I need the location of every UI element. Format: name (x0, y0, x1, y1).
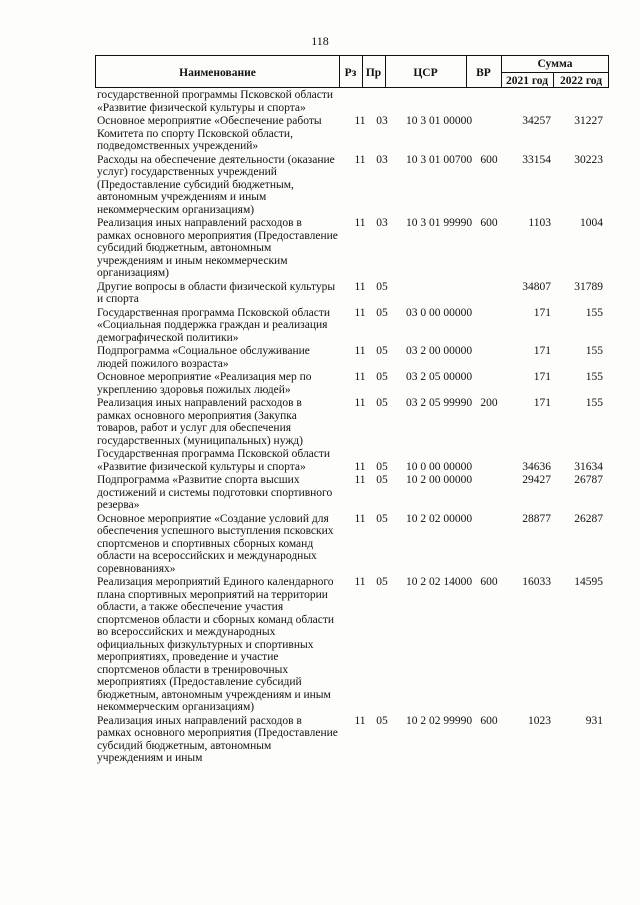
row-pr: 05 (376, 306, 388, 319)
row-pr: 05 (376, 397, 388, 409)
row-sum-2021: 171 (533, 397, 551, 409)
row-csr: 10 2 00 00000 (405, 474, 473, 486)
row-name: Подпрограмма «Социальное обслуживание людей пожилого возраста» (97, 345, 310, 370)
row-sum-2022: 155 (585, 306, 603, 319)
row-csr: 03 2 00 00000 (405, 345, 473, 357)
row-rz: 11 (354, 371, 366, 383)
row-sum-2021: 171 (533, 306, 551, 319)
row-name: Реализация иных направлений расходов в рамках основного мероприятия (Предоставление субсидий бюджетным, автономным учреждениям и иным некоммерческим организациям) (97, 217, 338, 279)
row-sum-2022: 155 (585, 371, 603, 383)
row-pr: 05 (376, 714, 388, 727)
table-row (97, 307, 609, 345)
table-row (97, 576, 609, 714)
table-body (97, 89, 609, 766)
table-row (97, 154, 609, 217)
row-name: Другие вопросы в области физической культуры и спорта (97, 280, 336, 305)
row-rz: 11 (354, 512, 366, 525)
row-pr: 05 (376, 371, 388, 383)
row-vr: 600 (480, 153, 498, 166)
header-rz: Рз (344, 67, 357, 79)
row-name: государственной программы Псковской области «Развитие физической культуры и спорта» (97, 89, 334, 114)
row-sum-2022: 155 (585, 345, 603, 357)
row-csr: 10 3 01 99990 (405, 217, 473, 229)
header-vr: ВР (476, 67, 491, 79)
row-sum-2022: 31789 (574, 280, 603, 293)
row-rz: 11 (354, 397, 366, 409)
row-sum-2021: 28877 (522, 512, 551, 525)
row-csr: 03 0 00 00000 (405, 306, 473, 319)
row-csr: 03 2 05 99990 (405, 397, 473, 409)
table-row (97, 448, 609, 473)
row-sum-2021: 1103 (528, 217, 551, 229)
row-pr: 03 (376, 153, 388, 166)
row-rz: 11 (354, 474, 366, 486)
row-name: Реализация иных направлений расходов в рамках основного мероприятия (Предоставление субсидий бюджетным, автономным учреждениям и иным (97, 714, 338, 764)
table-row (97, 281, 609, 306)
row-rz: 11 (354, 115, 366, 127)
row-name: Реализация мероприятий Единого календарного плана спортивных мероприятий на территории области, а также обеспечение участия спортсменов области и сборных команд области во всероссийских и международных официальных физкультурных и спортивных мероприятиях, проведение и участие спортсменов области в тренировочных мероприятиях (Предоставление субсидий бюджетным, автономным учреждениям и иным некоммерческим организациям) (97, 576, 335, 713)
row-vr: 600 (480, 217, 498, 229)
row-vr: 200 (480, 397, 498, 409)
row-name: Подпрограмма «Развитие спорта высших достижений и системы подготовки спортивного резерва» (97, 474, 333, 511)
row-csr: 10 0 00 00000 (405, 460, 473, 473)
table-header (95, 55, 609, 88)
table-row (97, 371, 609, 396)
row-sum-2022: 931 (585, 714, 603, 727)
row-csr: 10 2 02 99990 (405, 714, 473, 727)
row-sum-2022: 14595 (574, 576, 603, 588)
row-sum-2021: 171 (533, 345, 551, 357)
row-csr: 10 3 01 00700 (405, 153, 473, 166)
row-rz: 11 (354, 576, 366, 588)
row-sum-2021: 29427 (522, 474, 551, 486)
header-year-2022: 2022 год (559, 75, 603, 87)
row-rz: 11 (354, 306, 366, 319)
table-row (97, 474, 609, 512)
row-name: Основное мероприятие «Обеспечение работы Комитета по спорту Псковской области, подведомственных учреждений» (97, 115, 322, 152)
row-vr: 600 (480, 576, 498, 588)
row-sum-2021: 34636 (522, 460, 551, 473)
row-sum-2021: 34807 (522, 280, 551, 293)
row-pr: 03 (376, 217, 388, 229)
row-rz: 11 (354, 714, 366, 727)
row-rz: 11 (354, 345, 366, 357)
row-name: Основное мероприятие «Создание условий для обеспечения успешного выступления псковских спортсменов и спортивных сборных команд области на всероссийских и международных соревнованиях» (97, 512, 334, 575)
row-name: Реализация иных направлений расходов в рамках основного мероприятия (Закупка товаров, работ и услуг для обеспечения государственных (муниципальных) нужд) (97, 397, 303, 447)
row-pr: 05 (376, 460, 388, 473)
table-row (97, 397, 609, 447)
row-rz: 11 (354, 280, 366, 293)
row-pr: 05 (376, 512, 388, 525)
row-sum-2021: 171 (533, 371, 551, 383)
table-row (97, 345, 609, 370)
table-row (97, 513, 609, 576)
header-name: Наименование (179, 67, 256, 79)
row-sum-2022: 31634 (574, 460, 603, 473)
row-name: Государственная программа Псковской области «Развитие физической культуры и спорта» (97, 448, 331, 473)
header-year-2021: 2021 год (505, 75, 549, 87)
row-rz: 11 (354, 153, 366, 166)
row-pr: 05 (376, 576, 388, 588)
row-sum-2022: 26787 (574, 474, 603, 486)
row-sum-2022: 155 (585, 397, 603, 409)
row-pr: 05 (376, 474, 388, 486)
page-number: 118 (311, 34, 329, 48)
row-sum-2022: 1004 (580, 217, 603, 229)
row-sum-2022: 26287 (574, 512, 603, 525)
row-sum-2021: 33154 (522, 153, 551, 166)
header-sum: Сумма (537, 58, 573, 70)
row-sum-2021: 34257 (522, 115, 551, 127)
table-row (97, 115, 609, 153)
row-sum-2021: 1023 (528, 714, 551, 727)
row-pr: 03 (376, 115, 388, 127)
row-csr: 10 2 02 14000 (405, 576, 473, 588)
header-csr: ЦСР (413, 67, 438, 79)
row-csr: 10 3 01 00000 (405, 115, 473, 127)
row-sum-2021: 16033 (522, 576, 551, 588)
row-name: Основное мероприятие «Реализация мер по укреплению здоровья пожилых людей» (97, 371, 312, 396)
row-csr: 10 2 02 00000 (405, 512, 473, 525)
row-rz: 11 (354, 217, 366, 229)
row-vr: 600 (480, 714, 498, 727)
row-pr: 05 (376, 280, 388, 293)
header-pr: Пр (365, 67, 382, 79)
table-row (97, 89, 609, 114)
row-sum-2022: 30223 (574, 153, 603, 166)
row-pr: 05 (376, 345, 388, 357)
row-csr: 03 2 05 00000 (405, 371, 473, 383)
table-row (97, 715, 609, 765)
row-name: Государственная программа Псковской области «Социальная поддержка граждан и реализация демографической политики» (97, 306, 331, 344)
table-row (97, 217, 609, 280)
row-rz: 11 (354, 460, 366, 473)
row-name: Расходы на обеспечение деятельности (оказание услуг) государственных учреждений (Предоставление субсидий бюджетным, автономным учреждениям и иным некоммерческим организациям) (97, 153, 335, 216)
row-sum-2022: 31227 (574, 115, 603, 127)
